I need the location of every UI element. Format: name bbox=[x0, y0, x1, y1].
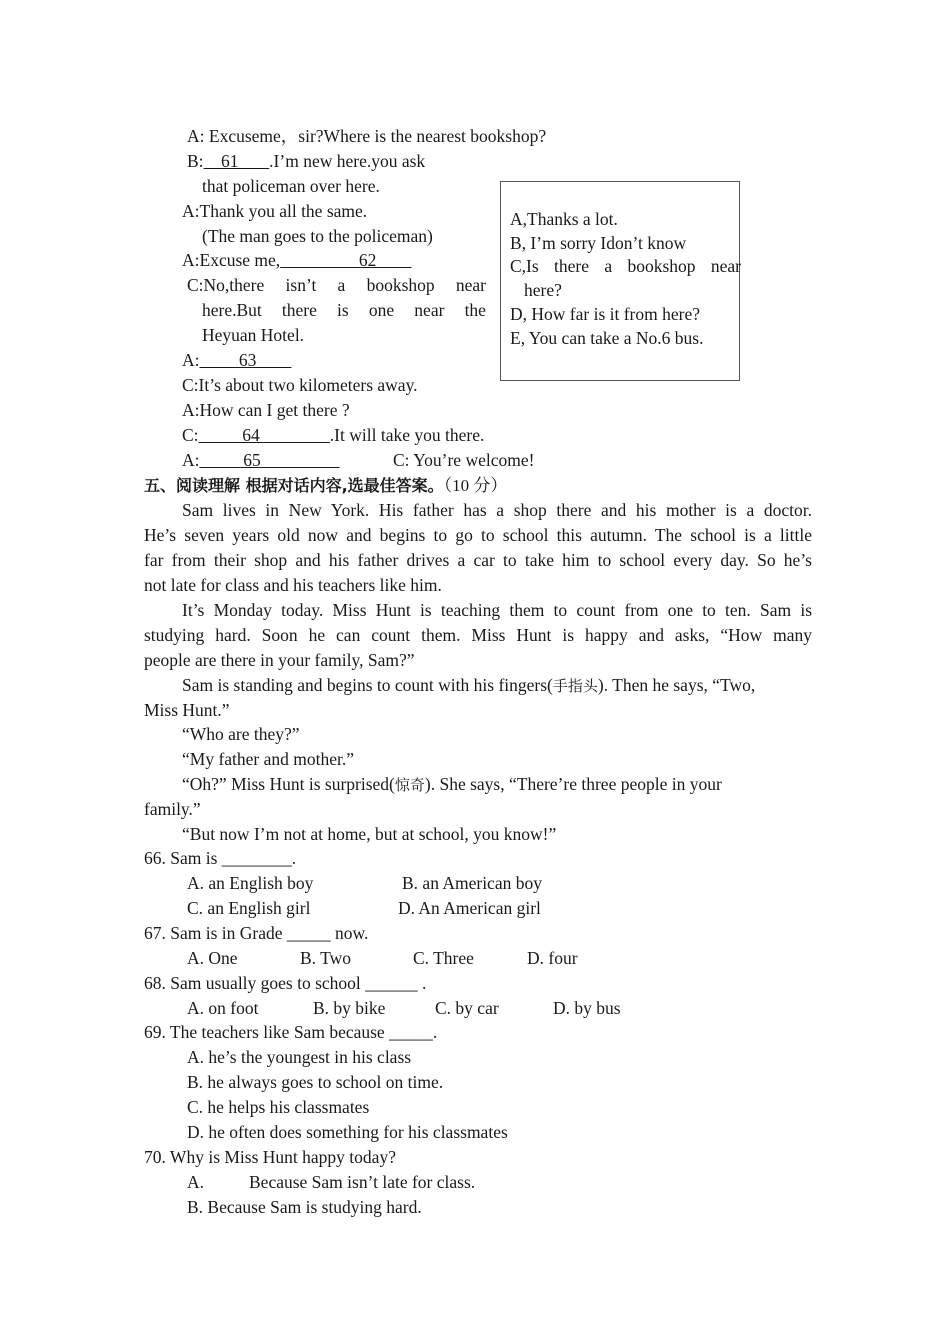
q66-option-c: C. an English girl bbox=[187, 898, 311, 918]
word: there bbox=[554, 256, 589, 276]
passage-text: Sam is standing and begins to count with his fingers(手指头). Then he says, “Two, bbox=[182, 675, 756, 695]
blank-65: 65 bbox=[199, 450, 340, 470]
passage-p6-line-2: family.” bbox=[144, 799, 201, 819]
dialogue-line-12: A:How can I get there ? bbox=[182, 400, 350, 420]
dialogue-text: .I’m new here.you ask bbox=[269, 151, 426, 171]
q67-option-a: A. One bbox=[187, 948, 238, 968]
options-box bbox=[500, 181, 740, 381]
passage-p3-line-2: Miss Hunt.” bbox=[144, 700, 230, 720]
q69-option-c: C. he helps his classmates bbox=[187, 1097, 370, 1117]
q68-option-d: D. by bus bbox=[553, 998, 621, 1018]
word: isn’t bbox=[285, 275, 317, 295]
dialogue-line-6 bbox=[182, 248, 411, 273]
blank-62: 62 bbox=[280, 250, 412, 270]
word: C:No,there bbox=[187, 275, 265, 295]
passage-p1-line-1: Sam lives in New York. His father has a shop there and his mother is a doctor. bbox=[182, 500, 812, 520]
q68-option-c: C. by car bbox=[435, 998, 499, 1018]
dialogue-line-2 bbox=[187, 149, 425, 174]
dialogue-line-3: that policeman over here. bbox=[202, 176, 380, 196]
passage-p1-line-4: not late for class and his teachers like him. bbox=[144, 575, 442, 595]
word: C,Is bbox=[510, 256, 539, 276]
speaker-label: A: bbox=[182, 350, 200, 370]
q69-option-b: B. he always goes to school on time. bbox=[187, 1072, 444, 1092]
passage-p6-line-1 bbox=[182, 772, 812, 797]
passage-text: ). She says, “There’re three people in your bbox=[424, 774, 722, 794]
q69-option-d: D. he often does something for his classmates bbox=[187, 1122, 508, 1142]
q66-option-d: D. An American girl bbox=[398, 898, 541, 918]
dialogue-line-14-reply: C: You’re welcome! bbox=[393, 450, 535, 470]
dialogue-line-8 bbox=[202, 298, 486, 323]
dialogue-line-1: A: Excuseme，sir?Where is the nearest bookshop? bbox=[187, 126, 547, 146]
dialogue-text: A:Excuse me, bbox=[182, 250, 281, 270]
dialogue-line-5: (The man goes to the policeman) bbox=[202, 226, 433, 246]
passage-p3-line-1 bbox=[182, 673, 812, 698]
word: a bbox=[604, 256, 613, 276]
passage-p2-line-3: people are there in your family, Sam?” bbox=[144, 650, 415, 670]
passage-p7: “But now I’m not at home, but at school, you know!” bbox=[182, 824, 557, 844]
speaker-label: B: bbox=[187, 151, 204, 171]
section-heading bbox=[144, 473, 507, 498]
word: there bbox=[281, 300, 317, 320]
word: near bbox=[710, 256, 741, 276]
speaker-label: A: bbox=[182, 450, 200, 470]
question-67: 67. Sam is in Grade _____ now. bbox=[144, 923, 369, 943]
passage-p1-line-2: He’s seven years old now and begins to go to school this autumn. The school is a little bbox=[144, 525, 812, 545]
q66-option-b: B. an American boy bbox=[402, 873, 542, 893]
q67-option-d: D. four bbox=[527, 948, 578, 968]
passage-p4: “Who are they?” bbox=[182, 724, 300, 744]
word: near bbox=[455, 275, 486, 295]
word: near bbox=[414, 300, 445, 320]
word: is bbox=[337, 300, 349, 320]
passage-p5: “My father and mother.” bbox=[182, 749, 355, 769]
q67-option-c: C. Three bbox=[413, 948, 474, 968]
blank-61: 61 bbox=[203, 151, 270, 171]
dialogue-line-13 bbox=[182, 423, 484, 448]
question-70: 70. Why is Miss Hunt happy today? bbox=[144, 1147, 396, 1167]
chinese-gloss: 手指头 bbox=[552, 677, 598, 695]
section-title: 五、阅读理解 根据对话内容,选最佳答案。 bbox=[144, 476, 444, 495]
option-d: D, How far is it from here? bbox=[510, 304, 701, 324]
passage-p1-line-3: far from their shop and his father drives a car to take him to school every day. So he’s bbox=[144, 550, 812, 570]
q68-option-b: B. by bike bbox=[313, 998, 386, 1018]
chinese-gloss: 惊奇 bbox=[394, 776, 425, 794]
option-e: E, You can take a No.6 bus. bbox=[510, 328, 704, 348]
q70-option-a-label: A. bbox=[187, 1172, 205, 1192]
option-c-continued: here? bbox=[524, 280, 562, 300]
dialogue-line-14 bbox=[182, 448, 340, 473]
word: bookshop bbox=[366, 275, 435, 295]
dialogue-line-4: A:Thank you all the same. bbox=[182, 201, 368, 221]
question-68: 68. Sam usually goes to school ______ . bbox=[144, 973, 427, 993]
q69-option-a: A. he’s the youngest in his class bbox=[187, 1047, 412, 1067]
q68-option-a: A. on foot bbox=[187, 998, 259, 1018]
q66-option-a: A. an English boy bbox=[187, 873, 314, 893]
option-c bbox=[510, 254, 741, 278]
blank-63: 63 bbox=[199, 350, 292, 370]
blank-64: 64 bbox=[198, 425, 330, 445]
dialogue-line-7 bbox=[187, 273, 486, 298]
dialogue-text: .It will take you there. bbox=[329, 425, 485, 445]
passage-p2-line-1: It’s Monday today. Miss Hunt is teaching them to count from one to ten. Sam is bbox=[182, 600, 812, 620]
dialogue-line-10 bbox=[182, 348, 291, 373]
passage-p2-line-2: studying hard. Soon he can count them. Miss Hunt is happy and asks, “How many bbox=[144, 625, 812, 645]
word: here.But bbox=[202, 300, 262, 320]
section-points: （10 分） bbox=[443, 476, 508, 495]
question-66: 66. Sam is ________. bbox=[144, 848, 297, 868]
dialogue-line-11: C:It’s about two kilometers away. bbox=[182, 375, 418, 395]
dialogue-line-9: Heyuan Hotel. bbox=[202, 325, 305, 345]
passage-text: “Oh?” Miss Hunt is surprised( bbox=[182, 774, 395, 794]
question-69: 69. The teachers like Sam because _____. bbox=[144, 1022, 438, 1042]
word: the bbox=[464, 300, 486, 320]
word: one bbox=[368, 300, 395, 320]
q67-option-b: B. Two bbox=[300, 948, 351, 968]
option-b: B, I’m sorry Idon’t know bbox=[510, 233, 687, 253]
word: bookshop bbox=[627, 256, 696, 276]
option-a: A,Thanks a lot. bbox=[510, 209, 618, 229]
speaker-label: C: bbox=[182, 425, 199, 445]
q70-option-a-text: Because Sam isn’t late for class. bbox=[249, 1172, 476, 1192]
q70-option-b: B. Because Sam is studying hard. bbox=[187, 1197, 422, 1217]
word: a bbox=[337, 275, 346, 295]
